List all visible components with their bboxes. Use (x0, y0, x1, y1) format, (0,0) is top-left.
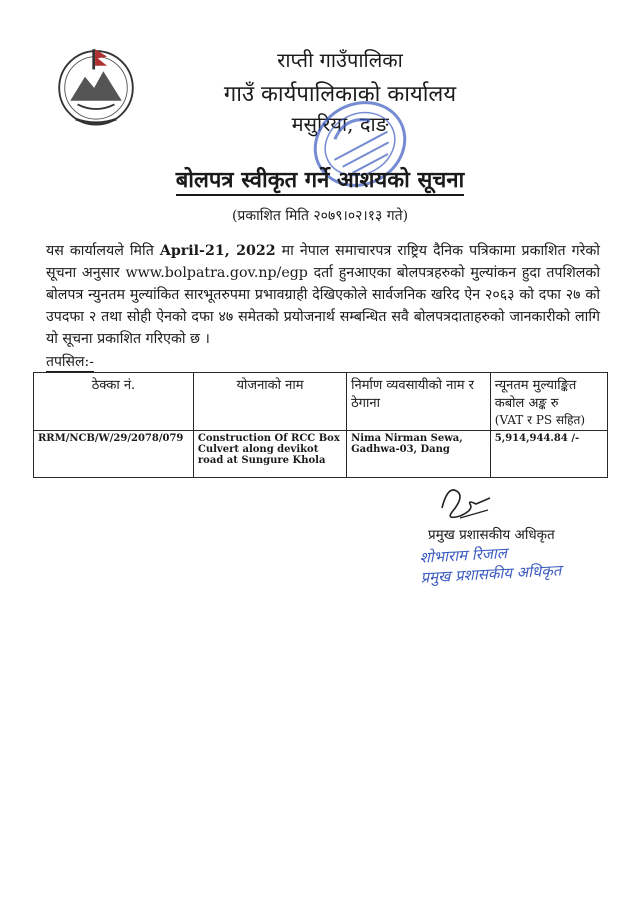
bid-table (33, 372, 608, 478)
source-date: April-21, 2022 (159, 243, 276, 259)
officer-title: प्रमुख प्रशासकीय अधिकृत (428, 527, 555, 543)
office-location: मसुरिया, दाङ (291, 112, 389, 136)
officer-name: शोभाराम रिजाल (419, 544, 508, 567)
notice-body: यस कार्यालयले मिति April-21, 2022 मा नेपाल समाचारपत्र राष्ट्रिय दैनिक पत्रिकामा प्रकाशित गरेको सूचना अनुसार www.bolpatra.gov.np/egp दर्ता हुनआएका बोलपत्रहरुको मुल्यांकन हुदा तपशिलको बोलपत्र न्युनतम मुल्यांकित सारभूतरुपमा प्रभावग्राही देखिएकोले सार्वजनिक खरिद ऐन २०६३ को दफा २७ को उपदफा २ तथा सोही ऐनको दफा ४७ समेतको प्रयोजनार्थ सम्बन्धित सवै बोलपत्रदाताहरुको जानकारीको लागि यो सूचना प्रकाशित गरिएको छ । (46, 243, 600, 347)
officer-stamp-title: प्रमुख प्रशासकीय अधिकृत (420, 561, 562, 587)
header-amount: न्यूनतम मुल्याङ्कित कबोल अङ्क रु (VAT र PS सहित) (490, 373, 607, 431)
cell-project: Construction Of RCC Box Culvert along devikot road at Sungure Khola (193, 431, 346, 478)
header-project: योजनाको नाम (193, 373, 346, 431)
cell-builder: Nima Nirman Sewa, Gadhwa-03, Dang (347, 431, 491, 478)
header-builder: निर्माण व्यवसायीको नाम र ठेगाना (347, 373, 491, 431)
notice-title: बोलपत्र स्वीकृत गर्ने आशयको सूचना (60, 164, 580, 194)
office-name: गाउँ कार्यपालिकाको कार्यालय (223, 82, 457, 107)
cell-amount: 5,914,944.84 /- (490, 431, 607, 478)
table-row (34, 431, 608, 478)
municipality-name: राप्ती गाउँपालिका (277, 48, 403, 72)
signature-icon (430, 478, 500, 526)
header-contract-no: ठेक्का नं. (34, 373, 194, 431)
officer-name-stamp (419, 540, 562, 587)
published-date: (प्रकाशित मिति २०७९।०२।१३ गते) (231, 208, 409, 224)
cell-contract-no: RRM/NCB/W/29/2078/079 (34, 431, 194, 478)
nepal-emblem-icon (50, 40, 142, 132)
details-label: तपसिल:- (46, 354, 94, 370)
table-header-row (34, 373, 608, 431)
